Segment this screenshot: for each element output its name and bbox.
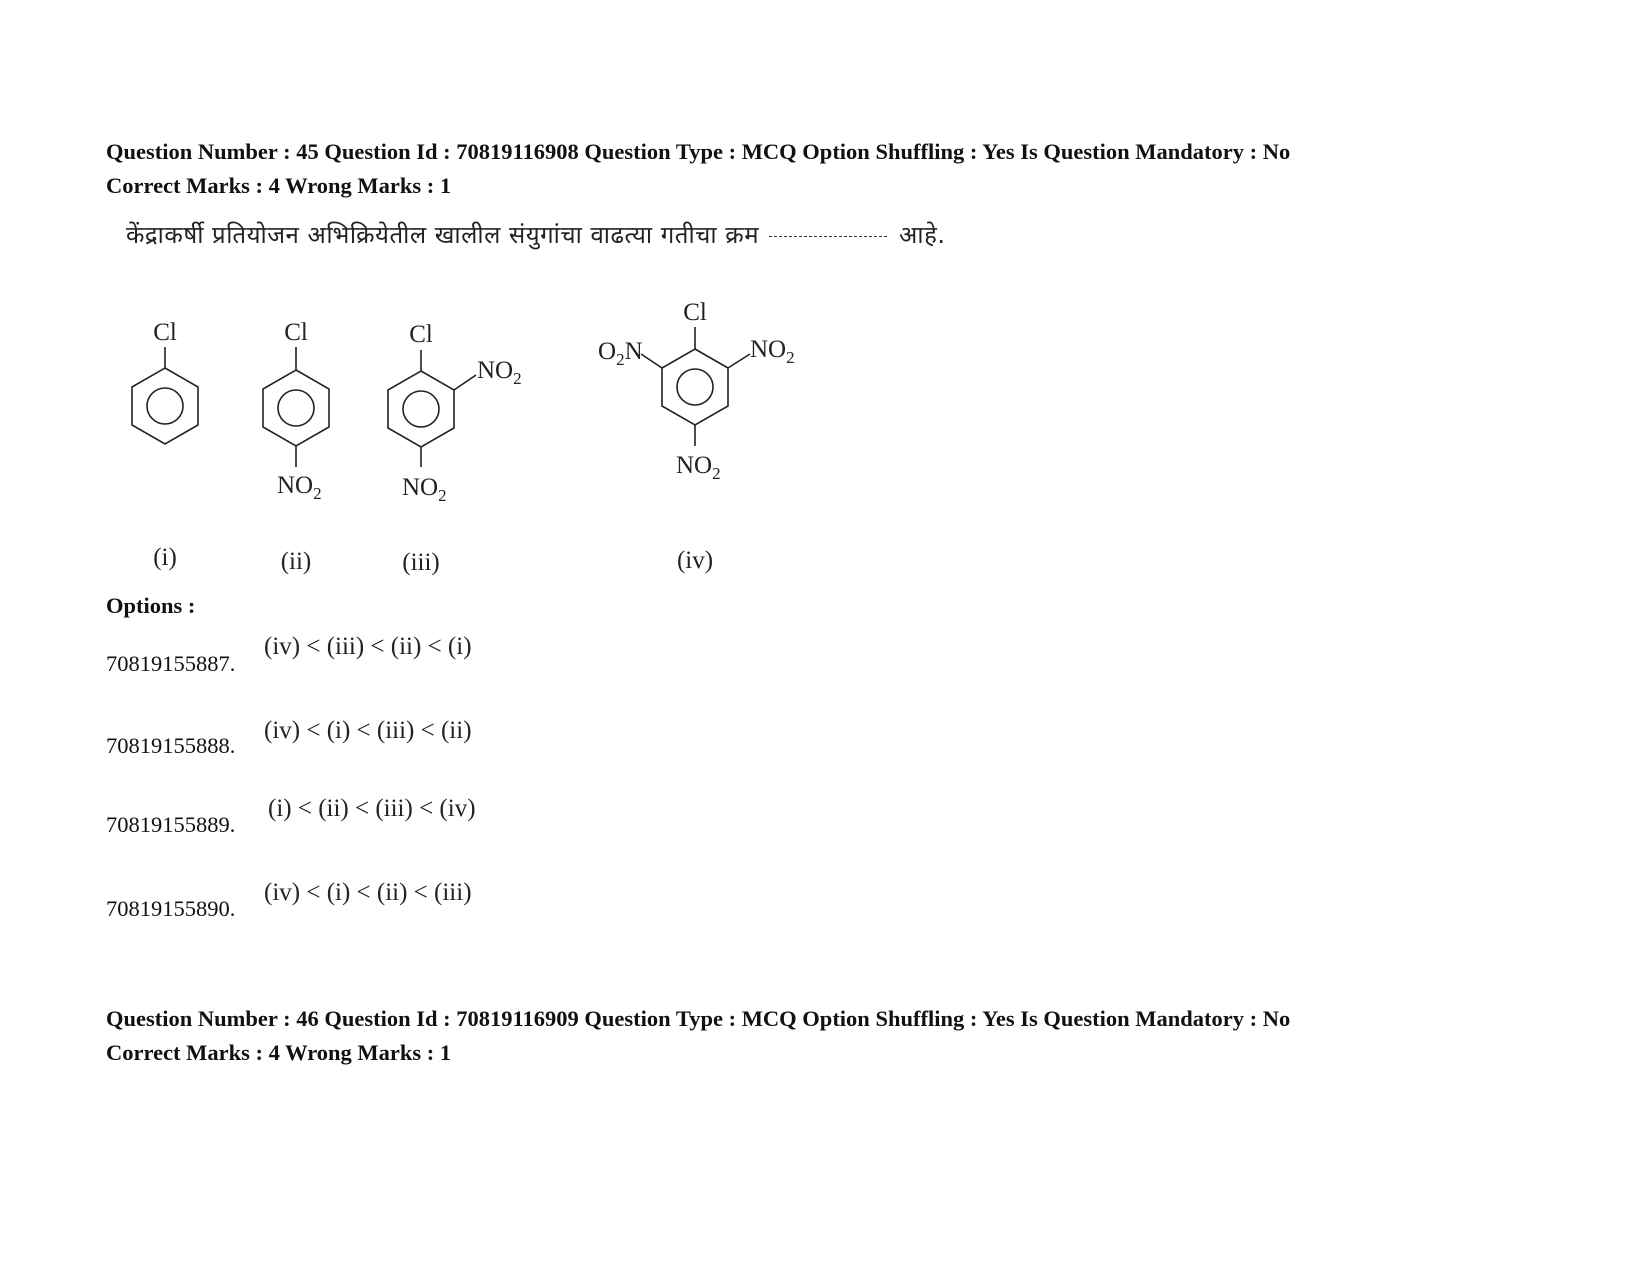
question-45-marks-line: Correct Marks : 4 Wrong Marks : 1	[106, 173, 452, 198]
option-text: (iv) < (iii) < (ii) < (i)	[264, 633, 472, 660]
answer-blank	[769, 236, 887, 237]
no2-bond-iv-right	[728, 354, 750, 368]
option-id: 70819155889.	[106, 812, 236, 837]
no2-label-ii: $NO_2$	[277, 472, 322, 503]
cl-label-i: Cl	[153, 319, 177, 346]
option-text: (iv) < (i) < (ii) < (iii)	[264, 879, 472, 906]
option-item[interactable]	[106, 633, 472, 677]
question-45-meta-line: Question Number : 45 Question Id : 70819116908 Question Type : MCQ Option Shuffling : Yes Is Question Mandatory : No	[106, 139, 1291, 164]
option-id: 70819155890.	[106, 896, 236, 921]
question-45-header	[106, 135, 1290, 203]
no2-label-iv-right: $NO_2$	[750, 336, 795, 367]
cl-label-ii: Cl	[284, 319, 308, 346]
question-text-before-blank: केंद्राकर्षी प्रतियोजन अभिक्रियेतील खालील संयुगांचा वाढत्या गतीचा क्रम	[126, 221, 760, 249]
no2-label-iii-bottom: $NO_2$	[402, 474, 447, 505]
aromatic-circle-iii	[403, 391, 439, 427]
option-id: 70819155888.	[106, 733, 236, 758]
options-label: Options :	[106, 593, 196, 618]
benzene-ring-iv	[662, 349, 728, 425]
no2-label-iv-bottom: $NO_2$	[676, 452, 721, 483]
no2-label-iii-right: $NO_2$	[477, 357, 522, 388]
question-46-marks-line: Correct Marks : 4 Wrong Marks : 1	[106, 1040, 452, 1065]
o2n-label-iv-left: $O_2N$	[598, 338, 643, 369]
no2-bond-iii-right	[454, 375, 476, 390]
label-ii: (ii)	[280, 548, 312, 575]
benzene-ring-iii	[388, 371, 454, 447]
benzene-ring-ii	[263, 370, 329, 446]
aromatic-circle-iv	[677, 369, 713, 405]
option-item[interactable]	[106, 717, 472, 759]
question-46-header	[106, 1002, 1290, 1070]
option-id: 70819155887.	[106, 651, 236, 676]
aromatic-circle-ii	[278, 390, 314, 426]
chemical-structures-figure	[110, 295, 850, 580]
question-46-meta-line: Question Number : 46 Question Id : 70819116909 Question Type : MCQ Option Shuffling : Yes Is Question Mandatory : No	[106, 1006, 1291, 1031]
cl-label-iii: Cl	[409, 321, 433, 348]
cl-label-iv: Cl	[683, 299, 707, 326]
option-text: (iv) < (i) < (iii) < (ii)	[264, 717, 472, 744]
aromatic-circle-i	[147, 388, 183, 424]
label-iii: (iii)	[402, 549, 440, 576]
label-iv: (iv)	[676, 547, 714, 574]
option-item[interactable]	[106, 795, 476, 838]
benzene-ring-i	[132, 368, 198, 444]
label-i: (i)	[153, 544, 177, 571]
question-45-text	[126, 218, 945, 251]
question-text-after-blank: आहे.	[899, 221, 946, 249]
option-item[interactable]	[106, 879, 472, 922]
option-text: (i) < (ii) < (iii) < (iv)	[268, 795, 476, 822]
no2-bond-iv-left	[641, 354, 662, 368]
